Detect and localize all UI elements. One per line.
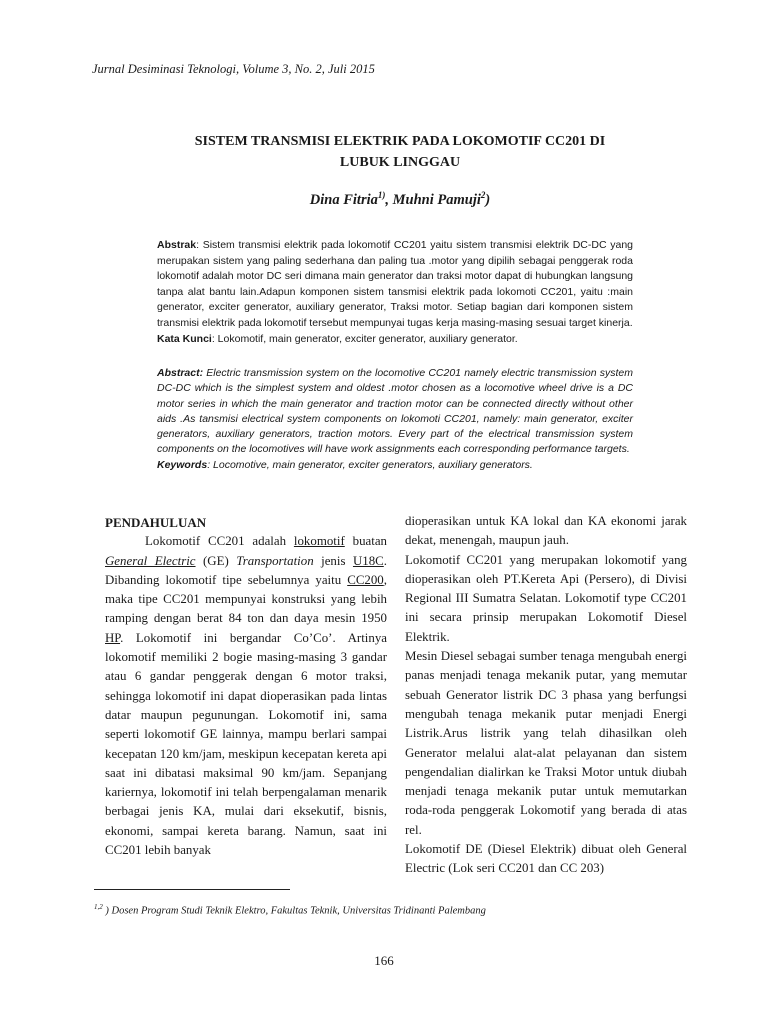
footnote-text: ) Dosen Program Studi Teknik Elektro, Fakultas Teknik, Universitas Tridinanti Palembang — [102, 905, 486, 917]
text-run: . Lokomotif ini bergandar Co’Co’. Artinya lokomotif memiliki 2 bogie masing-masing 3 gandar atau 6 gandar penggerak dengan 6 motor traksi, sehingga lokomotif ini dapat dioperasikan pada lintas datar maupun pegunungan. Lokomotif ini, sama seperti lokomotif GE lainnya, mampu berlari sampai kecepatan 120 km/jam, meskipun kecepatan kereta api saat ini dibatasi maksimal 90 km/jam. Sepanjang kariernya, lokomotif ini telah berpengalaman menarik berbagai jenis KA, mulai dari eksekutif, bisnis, ekonomi, sampai kereta barang. Namun, saat ini CC201 lebih banyak — [105, 630, 387, 858]
author-separator: , — [385, 191, 393, 208]
abstrak-text: : Sistem transmisi elektrik pada lokomotif CC201 yaitu sistem transmisi elektrik DC-DC yang merupakan sistem yang paling sederhana dan paling tua .motor yang dipilih sebagai penggerak roda lokomotif adalah motor DC seri dimana main generator dan traksi motor dapat di hubungkan langsung tanpa alat bantu lain.Adapun komponen sistem tansmisi elektrik pada lokomoti CC201, yaitu :main generator, exciter generator, auxiliary generator, Traksi motor. Setiap bagian dari komponen sistem transmisi elektrik pada lokomotif tersebut mempunyai tugas kerja masing-masing sesuai target kinerja. — [157, 239, 633, 329]
keywords — [157, 458, 633, 473]
link-hp[interactable]: HP — [105, 630, 121, 645]
abstrak-label: Abstrak — [157, 239, 197, 251]
author-1-affiliation: 1) — [377, 190, 386, 200]
intro-paragraph — [105, 532, 387, 860]
right-paragraph-3: Mesin Diesel sebagai sumber tenaga mengubah energi panas menjadi tenaga mekanik putar, yang memutar sebuah Generator listrik DC 3 phasa yang berfungsi mengubah tenaga mekanik putar menjadi Energi Listrik.Arus listrik yang telah dihasilkan oleh Generator melalui alat-alat pelayanan dan sistem pengendalian dialirkan ke Traksi Motor untuk diubah menjadi tenaga mekanik putar untuk memutarkan roda-roda penggerak Lokomotif yang berada di atas rel. — [405, 649, 687, 837]
abstract-text: Electric transmission system on the locomotive CC201 namely electric transmission system DC-DC which is the simplest system and oldest .motor chosen as a locomotive wheel drive is a DC motor series in which the main generator and traction motor can be connected directly without other aids .As tansmisi electrical system components on lokomoti CC201, namely: main generator, exciter generators, auxiliary generators, traction motors. Every part of the electrical transmission system components on the locomotives will have work assignments each corresponding performance targets. — [157, 367, 633, 456]
kata-kunci-text: : Lokomotif, main generator, exciter generator, auxiliary generator. — [211, 332, 518, 345]
page-number: 166 — [374, 953, 394, 968]
author-2-close: ) — [485, 191, 491, 208]
abstrak-block — [157, 238, 633, 347]
abstrak-paragraph — [157, 238, 633, 332]
abstract-label: Abstract: — [157, 367, 204, 379]
author-2-affiliation: 2 — [480, 190, 486, 200]
body-column-left — [105, 513, 387, 860]
link-general-electric[interactable]: General Electric — [105, 553, 196, 568]
title-line-2: LUBUK LINGGAU — [339, 155, 461, 170]
kata-kunci — [157, 332, 633, 348]
text-run: . Dibanding lokomotif tipe sebelumnya yaitu — [105, 553, 387, 587]
footnote-divider — [94, 889, 290, 890]
keywords-text: : Locomotive, main generator, exciter generators, auxiliary generators. — [207, 458, 533, 471]
author-2-name: Muhni Pamuji — [392, 191, 481, 208]
footnote-marker: 1,2 — [94, 903, 103, 911]
body-column-right — [405, 512, 687, 879]
kata-kunci-label: Kata Kunci — [157, 332, 212, 345]
right-paragraph-4: Lokomotif DE (Diesel Elektrik) dibuat oleh General Electric (Lok seri CC201 dan CC 203) — [405, 842, 687, 876]
link-lokomotif[interactable]: lokomotif — [293, 534, 345, 549]
title-line-1: SISTEM TRANSMISI ELEKTRIK PADA LOKOMOTIF CC201 DI — [194, 134, 606, 149]
link-u18c[interactable]: U18C — [352, 553, 384, 568]
abstract-paragraph — [157, 366, 633, 458]
text-run: Lokomotif CC201 adalah — [145, 534, 294, 549]
authors — [120, 190, 680, 209]
journal-header: Jurnal Desiminasi Teknologi, Volume 3, No. 2, Juli 2015 — [92, 62, 375, 76]
text-run: (GE) — [195, 553, 237, 568]
keywords-label: Keywords — [157, 458, 208, 471]
text-run: jenis — [313, 553, 353, 568]
text-run-italic: Transportation — [236, 553, 314, 568]
right-paragraph-1: dioperasikan untuk KA lokal dan KA ekonomi jarak dekat, menengah, maupun jauh. — [405, 514, 687, 548]
text-run: , maka tipe CC201 mempunyai konstruksi yang lebih ramping dengan berat 84 ton dan daya mesin 1950 — [105, 572, 387, 626]
footnote — [94, 903, 486, 917]
section-heading: PENDAHULUAN — [105, 515, 207, 530]
abstract-block — [157, 366, 633, 473]
right-paragraph-2: Lokomotif CC201 yang merupakan lokomotif yang dioperasikan oleh PT.Kereta Api (Persero), di Divisi Regional III Sumatra Selatan. Lokomotif type CC201 ini secara prinsip merupakan Lokomotif Diesel Elektrik. — [405, 552, 687, 644]
author-1-name: Dina Fitria — [309, 191, 378, 208]
text-run: buatan — [344, 534, 387, 549]
link-cc200[interactable]: CC200 — [347, 572, 384, 587]
paper-title — [120, 131, 680, 173]
